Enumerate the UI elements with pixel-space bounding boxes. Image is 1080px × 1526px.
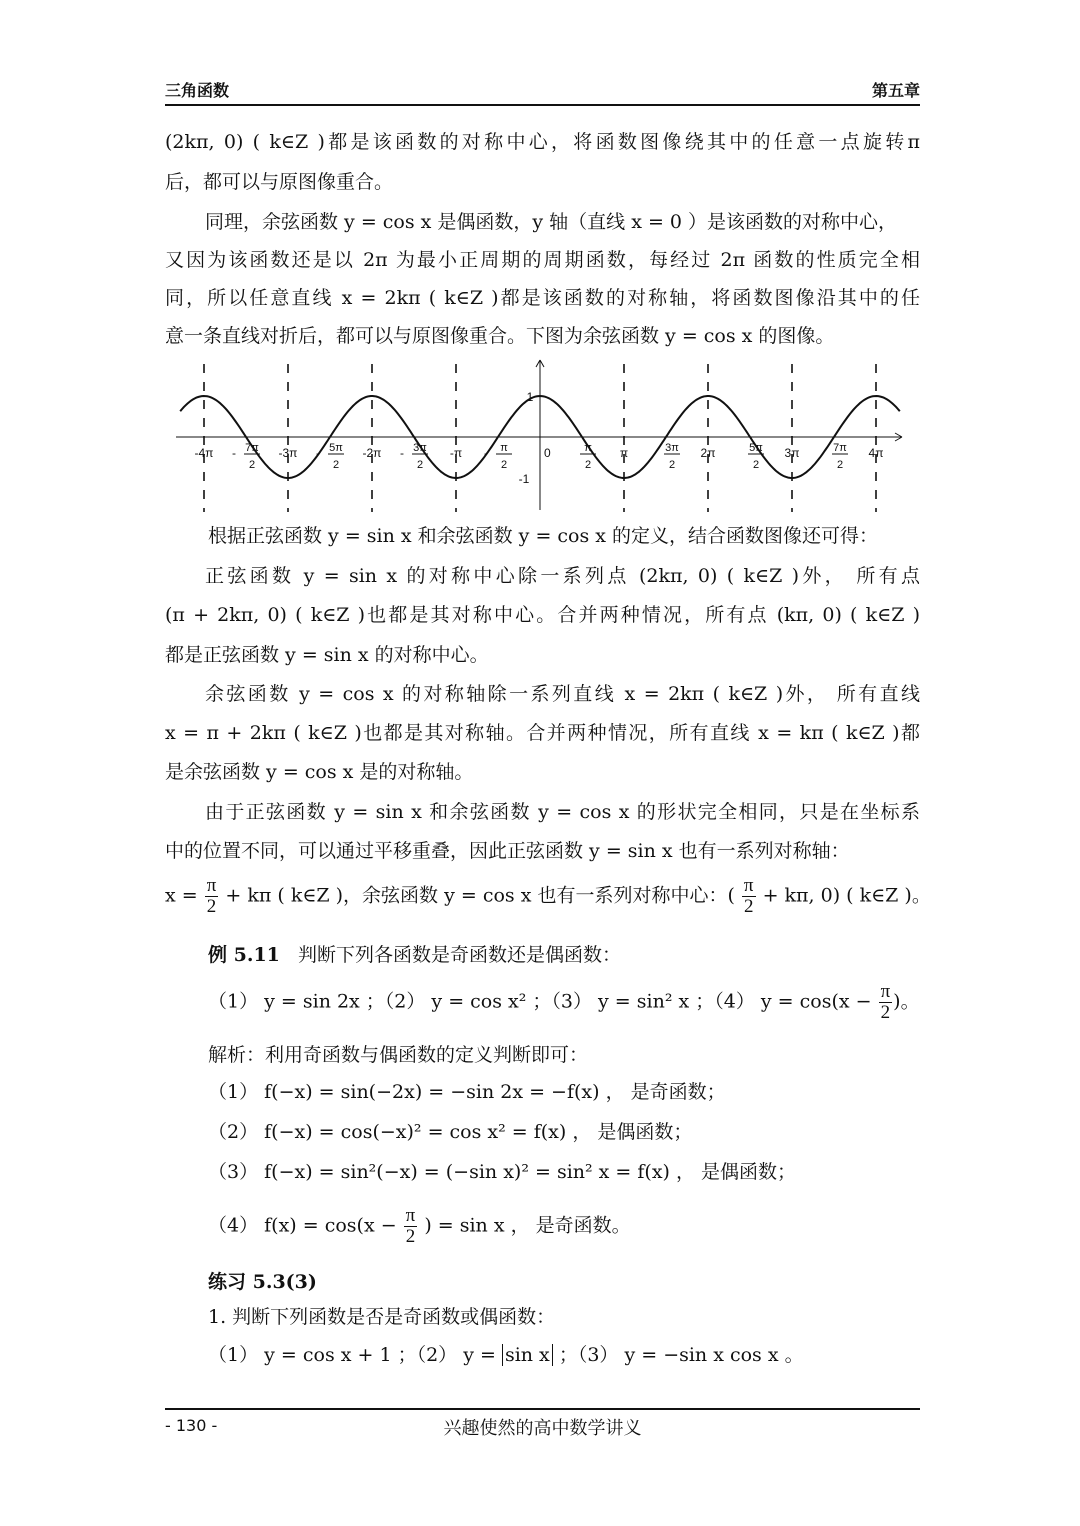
solution-1: （1） f(−x) = sin(−2x) = −sin 2x = −f(x) ， 是奇函数； — [208, 1081, 726, 1103]
x-tick-label: π — [619, 446, 629, 460]
para6-line1: 由于正弦函数 y = sin x 和余弦函数 y = cos x 的形状完全相同，只是在坐标系 — [205, 801, 920, 823]
page-header — [165, 78, 920, 106]
x-tick-sign: - — [316, 446, 320, 460]
pi-over-2-fraction: $\frac{\pi}{2}$ — [206, 875, 217, 917]
x-tick-sign: - — [232, 446, 236, 460]
cosine-graph — [170, 356, 910, 516]
para1-line2: 后，都可以与原图像重合。 — [165, 171, 394, 193]
x-tick-denominator: 2 — [584, 459, 592, 471]
para3-line1: 根据正弦函数 y = sin x 和余弦函数 y = cos x 的定义，结合函数图像还可得： — [208, 525, 879, 547]
x-tick-label: -4π — [194, 446, 214, 460]
abs-sin-x: sin x — [502, 1344, 553, 1366]
exercise-title: 练习 5.3(3) — [208, 1271, 317, 1293]
x-tick-denominator: 2 — [668, 459, 676, 471]
para5-line1: 余弦函数 y = cos x 的对称轴除一系列直线 x = 2kπ ( k∈Z )外， 所有直线 — [205, 683, 920, 705]
x-tick-label: 2π — [700, 446, 716, 460]
solution-intro: 解析：利用奇函数与偶函数的定义判断即可： — [208, 1044, 589, 1066]
x-tick-denominator: 2 — [332, 459, 340, 471]
x-tick-numerator: π — [584, 442, 592, 454]
x-tick-denominator: 2 — [416, 459, 424, 471]
para4-line3: 都是正弦函数 y = sin x 的对称中心。 — [165, 644, 489, 666]
para4-line1: 正弦函数 y = sin x 的对称中心除一系列点 (2kπ, 0) ( k∈Z )外， 所有点 — [205, 565, 920, 587]
x-tick-label: -π — [449, 446, 463, 460]
x-tick-label: -2π — [362, 446, 382, 460]
example-items: （1） y = sin 2x ；（2） y = cos x² ；（3） y = sin² x ；（4） y = cos(x − $\frac{\pi}{2}$ )。 — [208, 981, 920, 1023]
para2-line2: 又因为该函数还是以 2π 为最小正周期的周期函数，每经过 2π 函数的性质完全相 — [165, 249, 920, 271]
chapter-title: 三角函数 — [165, 81, 230, 100]
x-tick-denominator: 2 — [500, 459, 508, 471]
solution-fraction: $\frac{\pi}{2}$ — [405, 1205, 416, 1247]
x-tick-label: 3π — [784, 446, 800, 460]
eq-x: x = — [165, 884, 198, 907]
para6-line3 — [165, 875, 931, 917]
solution-3: （3） f(−x) = sin²(−x) = (−sin x)² = sin² x = f(x) ， 是偶函数； — [208, 1161, 797, 1183]
solution-4: （4） f(x) = cos(x − $\frac{\pi}{2}$ ) = sin x ， 是奇函数。 — [208, 1205, 631, 1247]
para5-line2: x = π + 2kπ ( k∈Z )也都是其对称轴。合并两种情况，所有直线 x = kπ ( k∈Z )都 — [165, 722, 920, 744]
para2-line1: 同理，余弦函数 y = cos x 是偶函数，y 轴（直线 x = 0 ）是该函数的对称中心， — [205, 211, 898, 233]
para6-line2: 中的位置不同，可以通过平移重叠，因此正弦函数 y = sin x 也有一系列对称轴： — [165, 840, 850, 862]
x-tick-label: -3π — [278, 446, 298, 460]
para4-line2: (π + 2kπ, 0) ( k∈Z )也都是其对称中心。合并两种情况，所有点 (kπ, 0) ( k∈Z ) — [165, 604, 920, 626]
x-tick-numerator: π — [500, 442, 508, 454]
x-tick-numerator: 7π — [245, 442, 259, 454]
x-tick-numerator: 3π — [665, 442, 679, 454]
page-number: - 130 - — [165, 1416, 218, 1435]
example-items-text: （1） y = sin 2x ；（2） y = cos x² ；（3） y = sin² x ；（4） y = cos(x − — [208, 990, 872, 1013]
x-tick-denominator: 2 — [248, 459, 256, 471]
exercise-question-1: 1. 判断下列函数是否是奇函数或偶函数： — [208, 1306, 556, 1328]
exercise-items: （1） y = cos x + 1 ；（2） y = sin x ；（3） y = −sin x cos x 。 — [208, 1344, 804, 1366]
eq-axes-text: + kπ ( k∈Z )，余弦函数 y = cos x 也有一系列对称中心：( — [225, 884, 735, 907]
book-title: 兴趣使然的高中数学讲义 — [443, 1418, 642, 1439]
solution-2: （2） f(−x) = cos(−x)² = cos x² = f(x) ， 是偶函数； — [208, 1121, 693, 1143]
para2-line4: 意一条直线对折后，都可以与原图像重合。下图为余弦函数 y = cos x 的图像。 — [165, 325, 835, 347]
example-label: 例 5.11 — [208, 944, 280, 966]
chapter-number: 第五章 — [871, 81, 920, 100]
para5-line3: 是余弦函数 y = cos x 是的对称轴。 — [165, 761, 474, 783]
x-tick-sign: - — [400, 446, 404, 460]
para2-line3: 同，所以任意直线 x = 2kπ ( k∈Z )都是该函数的对称轴，将函数图像沿其中的任 — [165, 287, 920, 309]
eq-centers-text: + kπ, 0) ( k∈Z )。 — [762, 884, 931, 907]
x-tick-denominator: 2 — [752, 459, 760, 471]
x-tick-numerator: 5π — [749, 442, 763, 454]
y-tick-label: -1 — [518, 472, 530, 486]
y-tick-label: 1 — [526, 390, 534, 404]
x-tick-label: 4π — [868, 446, 884, 460]
x-tick-sign: - — [484, 446, 488, 460]
para1-line1: (2kπ, 0) ( k∈Z )都是该函数的对称中心，将函数图像绕其中的任意一点旋转π — [165, 131, 920, 153]
x-tick-label: 0 — [544, 446, 551, 460]
page-footer — [165, 1408, 920, 1439]
example-fraction: $\frac{\pi}{2}$ — [880, 981, 891, 1023]
x-tick-denominator: 2 — [836, 459, 844, 471]
pi-over-2-fraction-2: $\frac{\pi}{2}$ — [743, 875, 754, 917]
example-line — [208, 941, 621, 969]
x-tick-numerator: 5π — [329, 442, 343, 454]
x-tick-numerator: 7π — [833, 442, 847, 454]
x-tick-numerator: 3π — [413, 442, 427, 454]
example-text: 判断下列各函数是奇函数还是偶函数： — [298, 944, 622, 966]
